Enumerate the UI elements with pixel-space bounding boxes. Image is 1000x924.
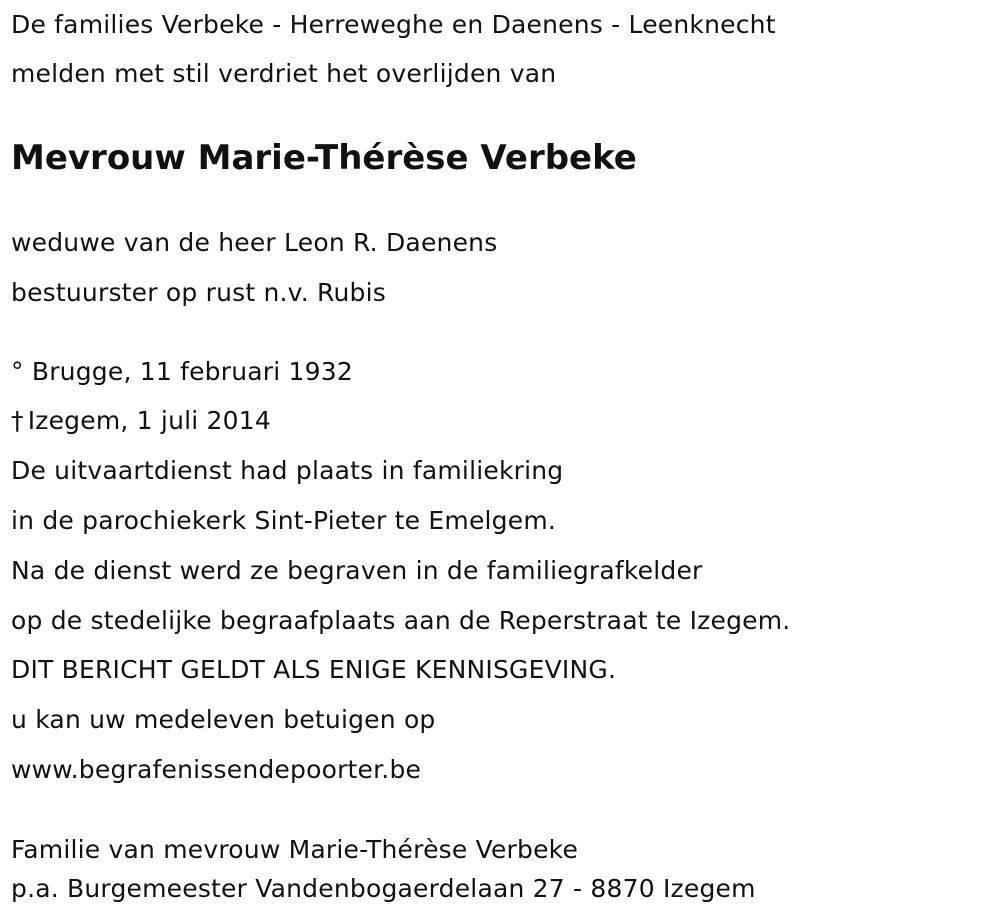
condolence-text: u kan uw medeleven betuigen op xyxy=(11,705,436,734)
website-link[interactable]: www.begrafenissendepoorter.be xyxy=(11,755,422,784)
occupation: bestuurster op rust n.v. Rubis xyxy=(11,278,386,307)
death-date-line xyxy=(11,406,271,436)
intro-families: De families Verbeke - Herreweghe en Daenens - Leenknecht xyxy=(11,10,776,39)
deceased-name: Mevrouw Marie-Thérèse Verbeke xyxy=(11,138,637,178)
ceremony-line-1: De uitvaartdienst had plaats in familiekring xyxy=(11,456,564,485)
contact-family: Familie van mevrouw Marie-Thérèse Verbeke xyxy=(11,835,579,864)
widow-of: weduwe van de heer Leon R. Daenens xyxy=(11,228,498,257)
birth-date: ° Brugge, 11 februari 1932 xyxy=(11,357,353,386)
cross-icon: † xyxy=(11,406,24,435)
ceremony-line-2: in de parochiekerk Sint-Pieter te Emelgem. xyxy=(11,506,557,535)
intro-announcement: melden met stil verdriet het overlijden van xyxy=(11,59,557,88)
death-date: Izegem, 1 juli 2014 xyxy=(27,406,271,435)
ceremony-line-3: Na de dienst werd ze begraven in de familiegrafkelder xyxy=(11,556,703,585)
official-notice: DIT BERICHT GELDT ALS ENIGE KENNISGEVING. xyxy=(11,655,617,684)
ceremony-line-4: op de stedelijke begraafplaats aan de Reperstraat te Izegem. xyxy=(11,606,791,635)
contact-address: p.a. Burgemeester Vandenbogaerdelaan 27 - 8870 Izegem xyxy=(11,874,756,903)
